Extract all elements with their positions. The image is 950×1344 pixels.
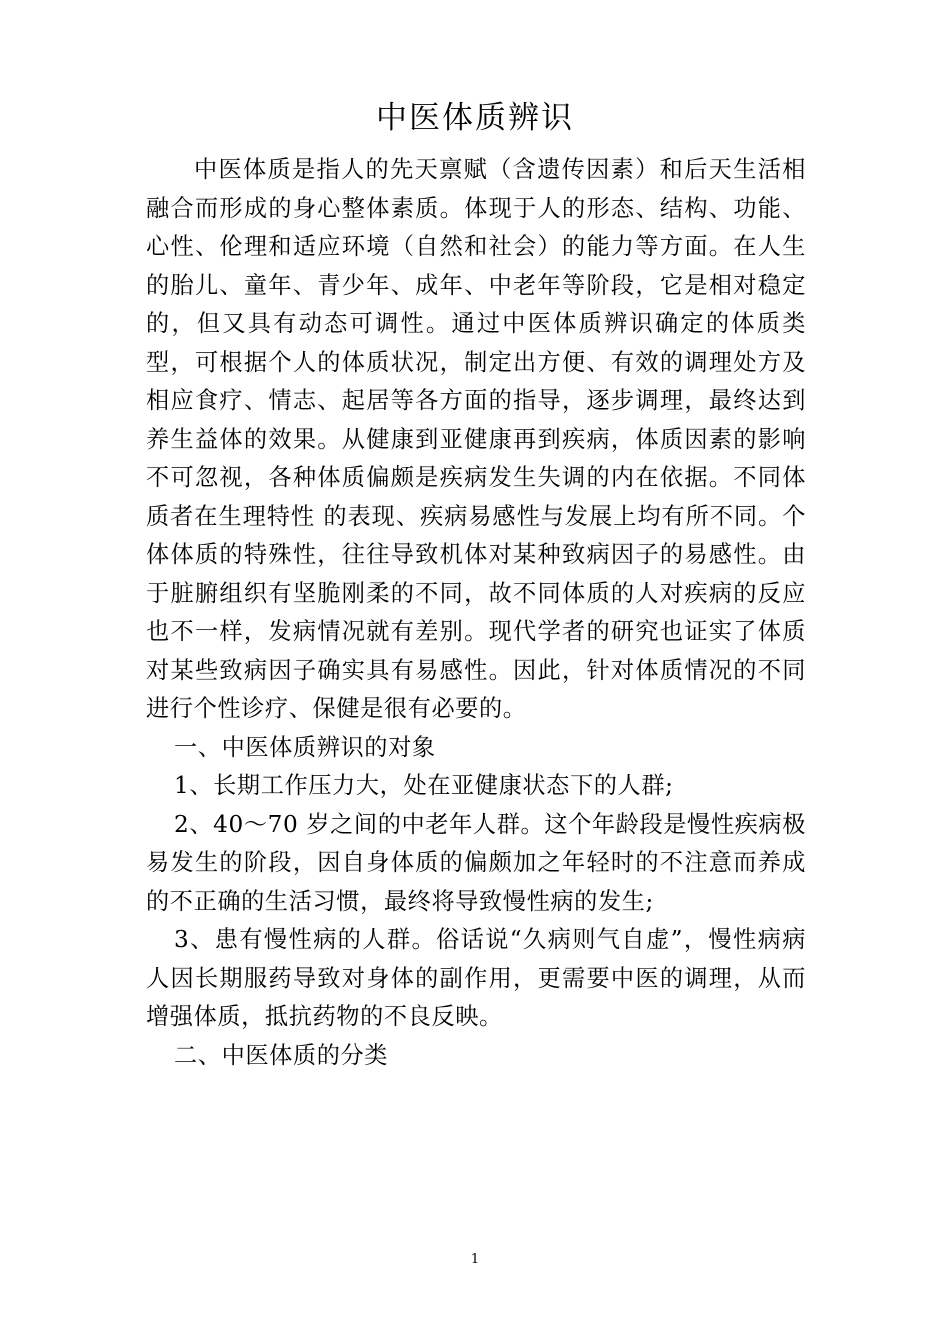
intro-paragraph: 中医体质是指人的先天禀赋（含遗传因素）和后天生活相融合而形成的身心整体素质。体现于人的形态、结构、功能、心性、伦理和适应环境（自然和社会）的能力等方面。在人生的胎儿、童年、青少年、成年、中老年等阶段，它是相对稳定的，但又具有动态可调性。通过中医体质辨识确定的体质类型，可根据个人的体质状况，制定出方便、有效的调理处方及相应食疗、情志、起居等各方面的指导，逐步调理，最终达到养生益体的效果。从健康到亚健康再到疾病，体质因素的影响不可忽视，各种体质偏颇是疾病发生失调的内在依据。不同体质者在生理特性 的表现、疾病易感性与发展上均有所不同。个体体质的特殊性，往往导致机体对某种致病因子的易感性。由于脏腑组织有坚脆刚柔的不同，故不同体质的人对疾病的反应也不一样，发病情况就有差别。现代学者的研究也证实了体质对某些致病因子确实具有易感性。因此，针对体质情况的不同进行个性诊疗、保健是很有必要的。: [146, 156, 806, 722]
section-heading-targets: 一、中医体质辨识的对象: [174, 733, 436, 761]
document-title: 中医体质辨识: [376, 100, 574, 136]
list-item: 1、长期工作压力大，处在亚健康状态下的人群;: [174, 772, 674, 799]
list-item: 2、40～70 岁之间的中老年人群。这个年龄段是慢性疾病极易发生的阶段，因自身体质的偏颇加之年轻时的不注意而养成的不正确的生活习惯，最终将导致慢性病的发生;: [146, 810, 806, 915]
page-number: 1: [470, 1252, 480, 1267]
document-body: [146, 151, 806, 1075]
list-item: 3、患有慢性病的人群。俗话说“久病则气自虚”，慢性病病人因长期服药导致对身体的副作用，更需要中医的调理，从而增强体质，抵抗药物的不良反映。: [146, 926, 806, 1030]
section-heading-classification: 二、中医体质的分类: [174, 1041, 389, 1069]
